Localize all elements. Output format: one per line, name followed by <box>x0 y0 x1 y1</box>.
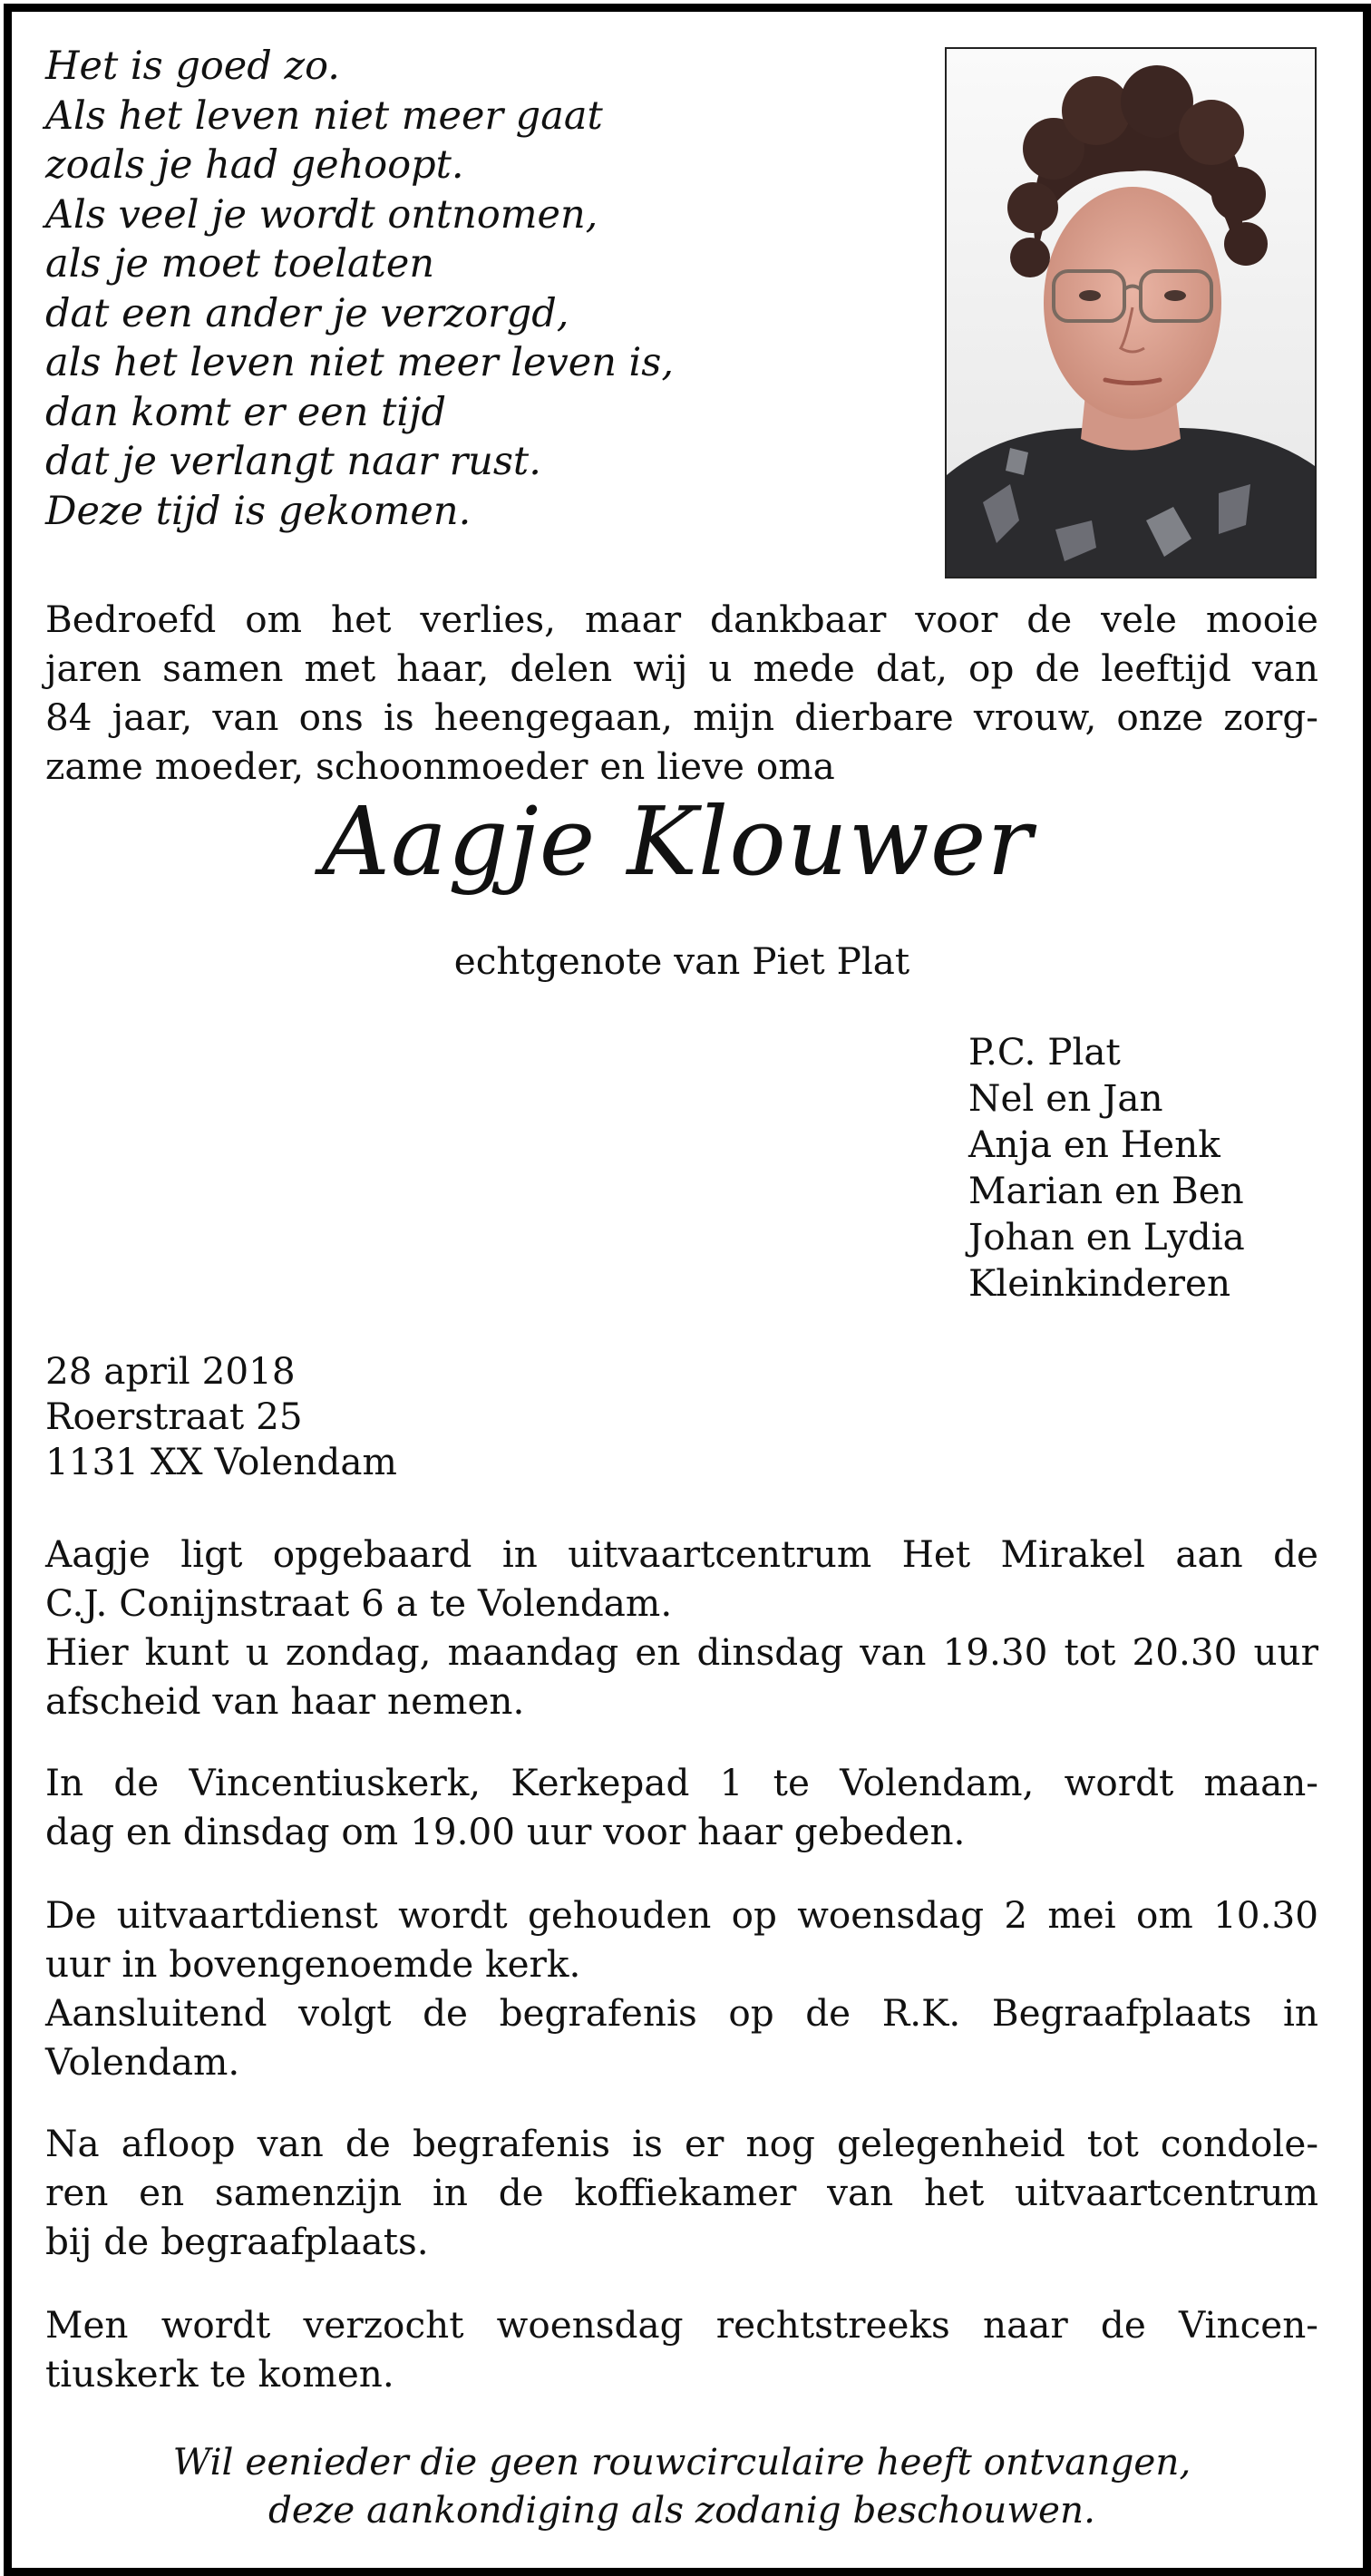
date-line: 28 april 2018 <box>45 1349 296 1393</box>
request-paragraph <box>45 2300 1318 2398</box>
paragraph-line: uur in bovengenoemde kerk. <box>45 1942 581 1986</box>
deceased-name: Aagje Klouwer <box>321 786 1034 897</box>
announcement-intro <box>45 595 1318 791</box>
poem-line: zoals je had gehoopt. <box>45 142 464 188</box>
poem-line: als je moet toelaten <box>45 241 435 287</box>
spouse-line: echtgenote van Piet Plat <box>453 939 910 983</box>
city-line: 1131 XX Volendam <box>45 1440 397 1483</box>
poem-line: dat een ander je verzorgd, <box>45 290 569 336</box>
family-member: Nel en Jan <box>968 1076 1163 1120</box>
date-and-address <box>45 1348 397 1484</box>
intro-line: 84 jaar, van ons is heengegaan, mijn dierbare vrouw, onze zorg- <box>45 695 1318 739</box>
poem <box>45 42 674 536</box>
closing-line: Wil eenieder die geen rouwcirculaire heeft ontvangen, <box>172 2440 1191 2484</box>
family-list <box>968 1029 1245 1307</box>
intro-line: zame moeder, schoonmoeder en lieve oma <box>45 744 835 788</box>
poem-line: als het leven niet meer leven is, <box>45 340 675 385</box>
street-line: Roerstraat 25 <box>45 1395 303 1438</box>
paragraph-line: C.J. Conijnstraat 6 a te Volendam. <box>45 1581 673 1625</box>
closing-line: deze aankondiging als zodanig beschouwen. <box>268 2488 1095 2532</box>
condolence-paragraph <box>45 2119 1318 2266</box>
paragraph-line: dag en dinsdag om 19.00 uur voor haar gebeden. <box>45 1810 966 1853</box>
paragraph-line: In de Vincentiuskerk, Kerkepad 1 te Volendam, wordt maan- <box>45 1761 1318 1804</box>
paragraph-line: Aansluitend volgt de begrafenis op de R.K. Begraafplaats in <box>45 1991 1318 2035</box>
poem-line: Deze tijd is gekomen. <box>45 488 472 534</box>
funeral-paragraph <box>45 1891 1318 2086</box>
paragraph-line: tiuskerk te komen. <box>45 2352 394 2396</box>
intro-line: Bedroefd om het verlies, maar dankbaar voor de vele mooie <box>45 598 1318 641</box>
family-member: Anja en Henk <box>968 1123 1220 1166</box>
laid-out-paragraph <box>45 1530 1318 1725</box>
paragraph-line: Men wordt verzocht woensdag rechtstreeks naar de Vincen- <box>45 2303 1318 2347</box>
paragraph-line: De uitvaartdienst wordt gehouden op woensdag 2 mei om 10.30 <box>45 1893 1318 1937</box>
paragraph-line: bij de begraafplaats. <box>45 2220 429 2263</box>
family-member: Johan en Lydia <box>968 1215 1245 1259</box>
paragraph-line: Na afloop van de begrafenis is er nog gelegenheid tot condole- <box>45 2122 1318 2165</box>
poem-line: Als het leven niet meer gaat <box>45 92 603 139</box>
paragraph-line: Aagje ligt opgebaard in uitvaartcentrum Het Mirakel aan de <box>45 1532 1318 1576</box>
intro-line: jaren samen met haar, delen wij u mede dat, op de leeftijd van <box>45 646 1318 690</box>
poem-line: dat je verlangt naar rust. <box>45 439 541 484</box>
prayer-paragraph <box>45 1758 1318 1856</box>
paragraph-line: Volendam. <box>45 2040 240 2084</box>
poem-line: Als veel je wordt ontnomen, <box>45 191 598 238</box>
paragraph-line: afscheid van haar nemen. <box>45 1679 525 1723</box>
paragraph-line: Hier kunt u zondag, maandag en dinsdag van 19.30 tot 20.30 uur <box>45 1630 1318 1674</box>
family-member: Marian en Ben <box>968 1169 1244 1212</box>
portrait-photo <box>945 47 1317 578</box>
poem-line: dan komt er een tijd <box>45 389 447 435</box>
paragraph-line: ren en samenzijn in de koffiekamer van het uitvaartcentrum <box>45 2171 1318 2214</box>
family-member: P.C. Plat <box>968 1030 1121 1074</box>
closing-note <box>0 2438 1364 2534</box>
family-member: Kleinkinderen <box>968 1261 1231 1305</box>
poem-line: Het is goed zo. <box>45 44 340 89</box>
